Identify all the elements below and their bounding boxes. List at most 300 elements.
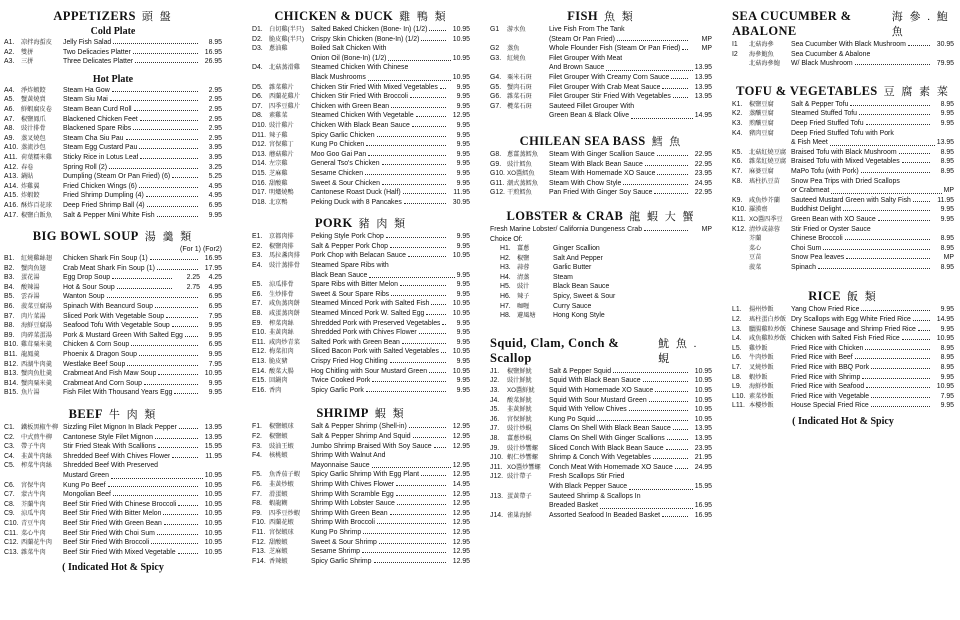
item-name: Peking Duck with 8 Pancakes xyxy=(311,198,402,206)
item-price: 9.95 xyxy=(208,351,222,359)
item-name: Spare Ribs with Bitter Melon xyxy=(311,281,398,289)
menu-item xyxy=(4,273,222,283)
leader-dots xyxy=(878,220,930,221)
item-name: Pan Fried With Ginger Soy Sauce xyxy=(549,189,653,197)
menu-item xyxy=(252,83,470,93)
item-chinese-name: 馬拉盞肉排 xyxy=(269,252,300,260)
item-price: 9.95 xyxy=(456,377,470,385)
item-price: 9.95 xyxy=(456,319,470,327)
leader-dots xyxy=(865,349,930,350)
menu-item xyxy=(252,102,470,112)
item-name: MaPo Tofu (with Pork) xyxy=(791,167,859,175)
leader-dots xyxy=(157,216,198,217)
leader-dots xyxy=(391,107,446,108)
item-code: G9. xyxy=(490,160,502,168)
item-name: Wanton Soup xyxy=(63,293,105,301)
item-code: A8. xyxy=(4,125,15,133)
menu-item xyxy=(732,109,954,119)
item-code: L9. xyxy=(732,383,742,391)
section-title-en: BIG BOWL SOUP xyxy=(32,229,139,244)
section-title-zh: 魷 魚 . 蜆 xyxy=(658,337,699,365)
item-code: A1. xyxy=(4,39,15,46)
item-price: 13.95 xyxy=(936,139,954,147)
item-code: E3. xyxy=(252,252,263,260)
menu-item xyxy=(732,244,954,254)
item-price: 9.95 xyxy=(456,179,470,187)
item-code: F13. xyxy=(252,548,266,556)
item-chinese-name: 薑蔥 xyxy=(517,245,530,253)
leader-dots xyxy=(110,100,198,101)
leader-dots xyxy=(421,40,446,41)
item-chinese-name: 蟹肉魚翅 xyxy=(21,264,46,272)
item-chinese-name: 涼瓜牛肉 xyxy=(21,510,46,518)
item-chinese-name: 豉汁鮮魷 xyxy=(507,377,532,385)
leader-dots xyxy=(426,314,446,315)
item-name: Pork Chop with Belacan Sauce xyxy=(311,252,406,260)
item-chinese-name: 蒸魚 xyxy=(507,45,520,53)
section-title-zh: 魚 類 xyxy=(604,11,635,23)
item-chinese-name: 鍋貼 xyxy=(21,173,34,181)
item-code: D4. xyxy=(252,64,263,72)
section-title-zh: 雞 鴨 類 xyxy=(399,11,448,23)
menu-item xyxy=(4,509,222,519)
item-price: 10.95 xyxy=(694,396,712,404)
item-name: Fried Shrimp Dumpling (4) xyxy=(63,192,144,200)
leader-dots xyxy=(131,345,198,346)
item-price: 7.95 xyxy=(208,360,222,368)
lobster-style xyxy=(490,263,712,273)
section-title-en: FISH xyxy=(567,9,599,23)
item-price: 30.95 xyxy=(452,198,470,206)
menu-item xyxy=(252,499,470,509)
menu-item xyxy=(4,163,222,173)
item-name-continued: Black Bean Sauce xyxy=(311,271,368,279)
item-price: 13.95 xyxy=(694,64,712,72)
leader-dots xyxy=(606,63,693,71)
menu-item xyxy=(4,369,222,379)
menu-item xyxy=(252,309,470,319)
item-code: J3. xyxy=(490,387,500,395)
item-code: A7. xyxy=(4,115,15,123)
item-chinese-name: 雜菜石斑 xyxy=(507,93,532,101)
item-chinese-name: 炸蝦餃 xyxy=(21,192,40,200)
item-chinese-name: 北京鴨 xyxy=(269,198,288,206)
item-chinese-name: 雞炒飯 xyxy=(749,344,768,352)
item-name: Jumbo Shrimp Braised With Soy Sauce xyxy=(311,442,432,450)
item-chinese-name: 凉拌海蜇皮 xyxy=(21,39,52,46)
section-title xyxy=(252,406,470,422)
item-name: Salt & Pepper Squid xyxy=(549,367,612,375)
item-name: Shrimp With Chives Flower xyxy=(311,480,395,488)
item-chinese-name: XO醬炒響螺 xyxy=(507,463,541,471)
item-price: 10.95 xyxy=(694,377,712,385)
leader-dots xyxy=(109,168,198,169)
item-code: C10. xyxy=(4,519,19,527)
leader-dots xyxy=(861,310,930,311)
item-code: G2 xyxy=(490,45,500,53)
leader-dots xyxy=(372,381,446,382)
item-price: 6.95 xyxy=(208,341,222,349)
item-price: 9.95 xyxy=(456,271,470,279)
section-title-zh: 頭 盤 xyxy=(141,11,173,23)
item-name: Phoenix & Dragon Soup xyxy=(63,351,137,359)
item-name: Steam Cha Siu Pau xyxy=(63,134,124,142)
item-code: B2. xyxy=(4,264,15,272)
item-price: 10.95 xyxy=(204,491,222,499)
section-title xyxy=(732,84,954,100)
lobster-price: MP xyxy=(701,225,712,233)
item-name: Chicken Shark Fin Soup (1) xyxy=(63,255,148,263)
item-price: 10.95 xyxy=(204,548,222,556)
leader-dots xyxy=(830,138,935,146)
menu-item xyxy=(4,57,222,67)
menu-item xyxy=(490,54,712,64)
menu-item xyxy=(490,396,712,406)
item-name: Chicken With Black Bean Sauce xyxy=(311,121,410,129)
menu-item xyxy=(732,392,954,402)
item-price: 9.95 xyxy=(456,358,470,365)
item-code: E14. xyxy=(252,367,267,375)
item-chinese-name: 肉片菜湯 xyxy=(21,312,46,320)
item-name: Beef Stir Fried With Choi Sum xyxy=(63,529,155,537)
item-price: 30.95 xyxy=(936,41,954,48)
menu-item xyxy=(4,283,222,293)
item-code: D13. xyxy=(252,150,267,158)
item-price: 2.95 xyxy=(208,125,222,133)
leader-dots xyxy=(431,304,446,305)
item-name-continued: & Fish Meet xyxy=(791,139,828,147)
item-price: 10.95 xyxy=(204,370,222,378)
item-chinese-name: 麻婆豆腐 xyxy=(749,167,774,175)
menu-item xyxy=(732,205,954,215)
item-code: A6. xyxy=(4,105,15,113)
item-name: Sweet & Sour Chicken xyxy=(311,179,380,187)
item-chinese-name: 肉碎菜蛋湯 xyxy=(21,331,52,339)
item-price: 10.95 xyxy=(204,510,222,518)
item-chinese-name: 椒鹽豆腐 xyxy=(749,100,774,108)
leader-dots xyxy=(366,391,446,392)
item-code: A15. xyxy=(4,192,19,200)
item-chinese-name: 椒鹽鮮魷 xyxy=(507,367,532,375)
item-name: Salt & Pepper Mini White Fish xyxy=(63,211,155,219)
leader-dots xyxy=(178,553,198,554)
item-chinese-name: 清炒或蒜蓉 xyxy=(749,225,780,233)
leader-dots xyxy=(846,258,930,259)
item-price: 6.95 xyxy=(208,293,222,301)
leader-dots xyxy=(117,288,172,289)
item-code: D18. xyxy=(252,198,267,206)
menu-item xyxy=(4,350,222,360)
item-price: 2.95 xyxy=(208,105,222,113)
lobster-style xyxy=(490,273,712,283)
lobster-intro xyxy=(490,225,712,235)
item-name: Hot & Sour Soup xyxy=(63,283,115,291)
item-chinese-name: 豉汁排骨 xyxy=(21,125,46,133)
item-chinese-name: 香肉 xyxy=(269,386,282,394)
leader-dots xyxy=(112,278,172,279)
item-name: Fried Rice with Beef xyxy=(791,354,853,362)
menu-item xyxy=(732,315,954,325)
item-price: 10.95 xyxy=(204,529,222,537)
item-chinese-name: 臘腸雞粒炒飯 xyxy=(749,325,787,333)
item-price: 9.95 xyxy=(940,206,954,214)
item-code: D10. xyxy=(252,121,267,129)
item-price: 9.95 xyxy=(456,233,470,241)
item-chinese-name: 四季豆雞片 xyxy=(269,102,300,110)
item-price: 16.95 xyxy=(204,255,222,263)
leader-dots xyxy=(623,184,688,185)
menu-item xyxy=(4,331,222,341)
leader-dots xyxy=(662,516,688,517)
leader-dots xyxy=(657,174,688,175)
leader-dots xyxy=(368,155,446,156)
menu-item xyxy=(252,44,470,54)
item-name: Salt & Pepper Tofu xyxy=(791,100,849,108)
item-chinese-name: 北菇蒸滑雞 xyxy=(269,64,300,72)
lobster-style xyxy=(490,244,712,254)
item-chinese-name: 豉汁炒響螺 xyxy=(507,444,538,452)
item-code: J5. xyxy=(490,406,500,414)
item-code: E13. xyxy=(252,358,267,365)
item-code: C3. xyxy=(4,443,15,451)
leader-dots xyxy=(135,62,198,63)
leader-dots xyxy=(871,368,930,369)
item-code: F14. xyxy=(252,557,266,565)
section-title xyxy=(732,289,954,305)
leader-dots xyxy=(366,145,446,146)
item-price: MP xyxy=(943,187,954,195)
item-code: D15. xyxy=(252,169,267,177)
menu-item xyxy=(252,376,470,386)
menu-item xyxy=(732,325,954,335)
item-code: A4. xyxy=(4,86,15,94)
menu-item xyxy=(4,490,222,500)
item-code: E12. xyxy=(252,348,267,356)
item-name: Salted Pork with Green Bean xyxy=(311,338,400,346)
menu-item xyxy=(252,432,470,442)
leader-dots xyxy=(391,295,446,296)
item-code: G5. xyxy=(490,83,502,91)
item-name: Clams On Shell With Ginger Scallions xyxy=(549,435,665,442)
item-price: 9.95 xyxy=(456,329,470,337)
item-code: E2. xyxy=(252,242,263,250)
section-title-en: RICE xyxy=(808,289,842,304)
item-chinese-name: 生炒排骨 xyxy=(269,290,294,298)
item-name: Shredded Pork with Chives Flower xyxy=(311,329,417,337)
leader-dots xyxy=(396,485,446,486)
item-code: D8. xyxy=(252,112,263,120)
leader-dots xyxy=(400,285,446,286)
item-chinese-name: 雜菜紅燒豆腐 xyxy=(749,158,787,166)
leader-dots xyxy=(379,543,446,544)
item-name: Chicken & Corn Soup xyxy=(63,341,130,349)
item-code: F8. xyxy=(252,500,262,508)
item-name: Sweet & Sour Spare Ribs xyxy=(311,290,390,298)
item-chinese-name: 白切雞(半只) xyxy=(269,26,305,33)
item-name: Kung Po Squid xyxy=(549,415,595,423)
item-price: 13.95 xyxy=(694,93,712,101)
menu-item xyxy=(490,444,712,454)
item-name: Steamed Chicken With Chinese xyxy=(311,64,409,72)
item-name: Black Bean Sauce xyxy=(553,283,610,291)
menu-item xyxy=(732,225,954,235)
item-chinese-name: 蟹肉粟米羹 xyxy=(21,379,52,387)
item-code: J4. xyxy=(490,396,500,404)
item-code: B13. xyxy=(4,370,19,378)
leader-dots xyxy=(158,374,198,375)
menu-item xyxy=(252,538,470,548)
item-price: 23.95 xyxy=(694,444,712,452)
item-price: 12.95 xyxy=(452,490,470,498)
leader-dots xyxy=(113,43,198,44)
item-chinese-name: 魚片湯 xyxy=(21,389,40,397)
item-name: Two Delicacies Platter xyxy=(63,48,131,56)
leader-dots xyxy=(440,88,446,89)
item-chinese-name: 脆皮豬 xyxy=(269,358,288,365)
item-name: Sea Cucumber With Black Mushroom xyxy=(791,41,906,48)
leader-dots xyxy=(140,158,198,159)
menu-item-continued xyxy=(252,461,470,471)
leader-dots xyxy=(673,429,688,430)
leader-dots xyxy=(629,482,693,490)
menu-item xyxy=(4,264,222,274)
item-chinese-name: 韭黃肉絲 xyxy=(269,329,294,337)
item-price: 21.95 xyxy=(694,454,712,462)
item-chinese-name: 叉燒炒飯 xyxy=(749,364,774,372)
item-chinese-name: 宮保牛肉 xyxy=(21,481,46,489)
item-price: 13.95 xyxy=(694,435,712,442)
menu-item xyxy=(252,451,470,461)
item-price: 10.95 xyxy=(694,367,712,375)
leader-dots xyxy=(644,230,688,231)
item-code: J2. xyxy=(490,377,500,385)
leader-dots xyxy=(902,162,930,163)
item-price: 8.95 xyxy=(940,167,954,175)
menu-item xyxy=(490,492,712,502)
menu-item-continued xyxy=(252,73,470,83)
item-chinese-name: 蔥薑蒸鱈魚 xyxy=(507,150,538,158)
item-code: G12. xyxy=(490,189,505,197)
item-name: Buddhist Delight xyxy=(791,206,842,214)
lobster-style xyxy=(490,311,712,321)
item-code: K3. xyxy=(732,119,743,127)
item-price: 13.95 xyxy=(204,424,222,431)
leader-dots xyxy=(146,196,198,197)
menu-item xyxy=(4,292,222,302)
item-chinese-name: 淨炸蝦餃 xyxy=(21,86,46,94)
item-name: Steam With Homemade XO Sauce xyxy=(549,170,656,178)
item-code: J13. xyxy=(490,492,504,500)
item-name: Sizzling Filet Mignon In Black Pepper xyxy=(63,424,177,431)
item-code: D2. xyxy=(252,35,263,43)
item-price: 9.95 xyxy=(940,215,954,223)
menu-item xyxy=(4,115,222,125)
section-title-en: SHRIMP xyxy=(316,406,369,421)
item-price: 12.95 xyxy=(452,471,470,479)
item-code: B15. xyxy=(4,389,19,397)
menu-item xyxy=(490,453,712,463)
item-name: Live Fish From The Tank xyxy=(549,26,625,33)
item-name: Curry Sauce xyxy=(553,302,592,310)
item-price: 3.25 xyxy=(208,163,222,171)
leader-dots xyxy=(902,339,930,340)
item-chinese-name: 鐵板黑椒牛柳 xyxy=(21,424,59,431)
item-name-continued: Black Mushrooms xyxy=(311,73,366,81)
item-code: G11. xyxy=(490,179,505,187)
leader-dots xyxy=(441,352,446,353)
item-price: 22.95 xyxy=(694,160,712,168)
item-chinese-name: 椒鹽蝦球 xyxy=(269,423,294,431)
item-price: 8.95 xyxy=(940,235,954,243)
menu-item xyxy=(252,188,470,198)
item-chinese-name: 清蒸 xyxy=(517,273,530,281)
item-name: Chicken with Salted Fish Fried Rice xyxy=(791,335,900,343)
item-name: Pork & Mustard Green With Salted Egg xyxy=(63,331,183,339)
item-name: Snow Pea leaves xyxy=(791,254,845,262)
item-chinese-name: 蛋黃帶子 xyxy=(507,492,532,500)
item-price: 13.95 xyxy=(694,73,712,81)
item-price: 9.95 xyxy=(456,281,470,289)
item-name: Beef Stir Fried With Broccoli xyxy=(63,539,150,547)
menu-item xyxy=(4,211,222,221)
item-price: 10.95 xyxy=(204,500,222,508)
menu-item xyxy=(490,25,712,35)
menu-item xyxy=(252,518,470,528)
menu-item xyxy=(4,340,222,350)
menu-item xyxy=(490,367,712,377)
menu-item xyxy=(490,92,712,102)
item-chinese-name: 椒鹽肉排 xyxy=(269,242,294,250)
item-code: C13. xyxy=(4,548,19,556)
item-price: 9.95 xyxy=(940,119,954,127)
item-name: Fried Rice with BBQ Pork xyxy=(791,364,870,372)
leader-dots xyxy=(158,447,198,448)
item-price: 10.95 xyxy=(204,519,222,527)
item-chinese-name: 榨菜牛肉絲 xyxy=(21,462,52,470)
item-chinese-name: 粟米石斑 xyxy=(507,73,532,81)
item-code: E16. xyxy=(252,386,267,394)
item-price: 9.95 xyxy=(940,373,954,381)
menu-item xyxy=(252,480,470,490)
menu-item xyxy=(732,373,954,383)
item-chinese-name: 素菜炒飯 xyxy=(749,392,774,400)
item-name: Blackened Spare Ribs xyxy=(63,125,132,133)
leader-dots xyxy=(629,410,688,411)
item-price: 8.95 xyxy=(940,158,954,166)
item-price: 12.95 xyxy=(452,461,470,469)
leader-dots xyxy=(675,468,688,469)
item-code: G1 xyxy=(490,26,500,33)
menu-item xyxy=(252,347,470,357)
item-chinese-name: 海鮮豆腐湯 xyxy=(21,322,52,330)
menu-item xyxy=(490,160,712,170)
item-code: E11. xyxy=(252,338,266,346)
item-chinese-name: 雙拼 xyxy=(21,48,34,56)
menu-item xyxy=(252,261,470,271)
item-price: 12.95 xyxy=(452,528,470,536)
item-code: C1. xyxy=(4,424,15,431)
item-code: C6. xyxy=(4,481,15,489)
item-chinese-name: 北菇海參鮑 xyxy=(749,60,780,68)
item-price: 9.95 xyxy=(940,402,954,410)
menu-item xyxy=(252,121,470,131)
item-code: H7. xyxy=(500,302,511,310)
item-chinese-name: 菜心牛肉 xyxy=(21,529,46,537)
menu-item-continued xyxy=(732,138,954,148)
item-price: 4.95 xyxy=(208,182,222,190)
leader-dots xyxy=(861,172,930,173)
lobster-style xyxy=(490,254,712,264)
